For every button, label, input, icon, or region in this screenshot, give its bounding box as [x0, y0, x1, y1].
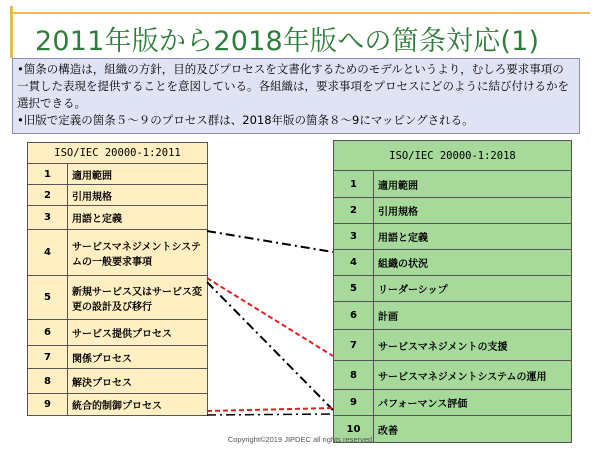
clause-number: 5	[28, 276, 68, 320]
mapping-line-9-to-9	[207, 414, 333, 415]
clause-title: 統合的制御プロセス	[68, 394, 208, 416]
clause-title: パフォーマンス評価	[374, 390, 572, 416]
clause-number: 1	[334, 171, 374, 198]
clause-number: 6	[334, 302, 374, 330]
clause-title: リーダーシップ	[374, 276, 572, 302]
clause-title: 用語と定義	[68, 206, 208, 230]
clause-number: 8	[28, 369, 68, 394]
clause-number: 9	[28, 394, 68, 416]
table-2011-header: ISO/IEC 20000-1:2011	[28, 143, 208, 164]
clause-number: 9	[334, 390, 374, 416]
mapping-line-5-to-9	[207, 282, 333, 410]
slide-title: 2011年版から2018年版への箇条対応(1)	[35, 26, 540, 57]
clause-title: サービスマネジメントシステムの一般要求事項	[68, 230, 208, 276]
clause-number: 2	[28, 185, 68, 206]
clause-title: 用語と定義	[374, 224, 572, 250]
clause-number: 5	[334, 276, 374, 302]
clause-number: 7	[28, 346, 68, 369]
clause-title: 適用範囲	[68, 164, 208, 185]
clause-number: 8	[334, 361, 374, 390]
table-2018-header: ISO/IEC 20000-1:2018	[334, 141, 572, 171]
clause-number: 10	[334, 416, 374, 443]
clause-title: サービスマネジメントの支援	[374, 330, 572, 361]
clause-title: 引用規格	[68, 185, 208, 206]
clause-number: 2	[334, 198, 374, 224]
clause-number: 3	[28, 206, 68, 230]
mapping-line-4-to-4	[207, 231, 333, 252]
clause-title: 組織の状況	[374, 250, 572, 276]
clause-title: 改善	[374, 416, 572, 443]
mapping-line-9-to-8	[207, 408, 333, 411]
clause-title: 解決プロセス	[68, 369, 208, 394]
clause-number: 6	[28, 320, 68, 346]
copyright-notice: Copyright©2019 JIPDEC all rights reserved	[227, 435, 373, 444]
clause-number: 4	[334, 250, 374, 276]
clause-title: 引用規格	[374, 198, 572, 224]
clause-number: 7	[334, 330, 374, 361]
clause-title: 適用範囲	[374, 171, 572, 198]
clause-title: 関係プロセス	[68, 346, 208, 369]
clause-number: 4	[28, 230, 68, 276]
clause-number: 3	[334, 224, 374, 250]
summary-line-2: •旧版で定義の箇条５～９のプロセス群は、2018年版の箇条８～9にマッピングされる。	[17, 113, 474, 127]
mapping-line-5-to-8	[207, 278, 333, 356]
clause-number: 1	[28, 164, 68, 185]
clause-title: サービス提供プロセス	[68, 320, 208, 346]
clause-title: 新規サービス又はサービス変更の設計及び移行	[68, 276, 208, 320]
clause-title: サービスマネジメントシステムの運用	[374, 361, 572, 390]
summary-line-1: •箇条の構造は，組織の方針，目的及びプロセスを文書化するためのモデルというより，むしろ要求事項の一貫した表現を提供することを意図している。各組織は，要求事項をプロセスにどのように結び付けるかを選択できる。	[17, 62, 569, 110]
clause-title: 計画	[374, 302, 572, 330]
